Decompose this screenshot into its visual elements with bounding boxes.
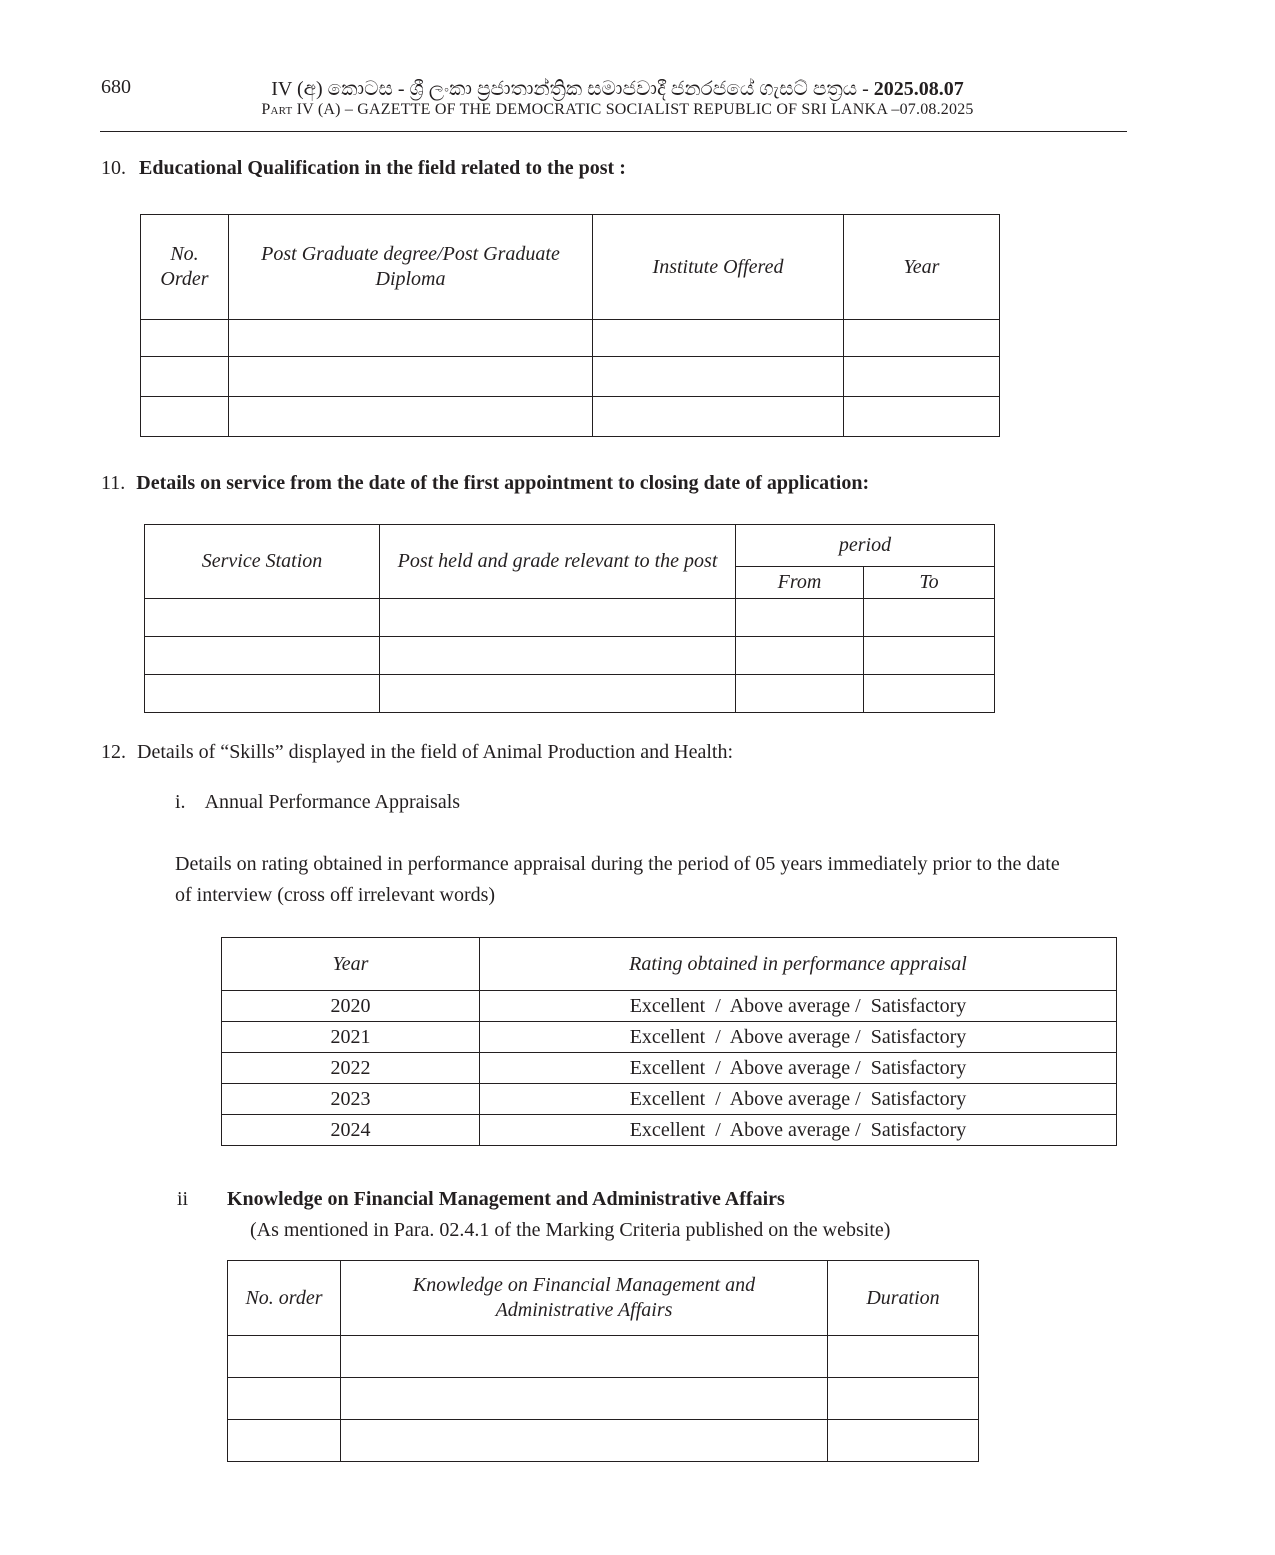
empty-cell[interactable]	[828, 1420, 979, 1462]
col-institute: Institute Offered	[593, 215, 844, 320]
col-degree: Post Graduate degree/Post Graduate Diploma	[229, 215, 593, 320]
empty-cell[interactable]	[736, 637, 864, 675]
year-cell: 2022	[222, 1053, 480, 1084]
table-row	[222, 1053, 1117, 1084]
year-cell: 2020	[222, 991, 480, 1022]
table-row	[141, 320, 1000, 357]
empty-cell[interactable]	[141, 397, 229, 437]
header-divider	[100, 131, 1127, 132]
rating-cell[interactable]: Excellent / Above average / Satisfactory	[480, 1115, 1117, 1146]
table-row	[222, 1022, 1117, 1053]
col-year: Year	[222, 938, 480, 991]
empty-cell[interactable]	[593, 320, 844, 357]
col-rating: Rating obtained in performance appraisal	[480, 938, 1117, 991]
empty-cell[interactable]	[380, 599, 736, 637]
year-cell: 2023	[222, 1084, 480, 1115]
table-row	[141, 397, 1000, 437]
empty-cell[interactable]	[228, 1336, 341, 1378]
empty-cell[interactable]	[341, 1378, 828, 1420]
financial-knowledge-table	[227, 1260, 979, 1462]
empty-cell[interactable]	[864, 675, 995, 713]
section-number: 12.	[101, 741, 126, 763]
section-title: Details of “Skills” displayed in the field of Animal Production and Health:	[137, 741, 733, 763]
col-to: To	[864, 567, 995, 599]
education-table	[140, 214, 1000, 437]
section-title: Educational Qualification in the field related to the post :	[139, 157, 626, 179]
empty-cell[interactable]	[844, 357, 1000, 397]
table-header-row	[228, 1261, 979, 1336]
empty-cell[interactable]	[141, 320, 229, 357]
table-row	[141, 357, 1000, 397]
empty-cell[interactable]	[864, 599, 995, 637]
empty-cell[interactable]	[864, 637, 995, 675]
subsection-title: Knowledge on Financial Management and Administrative Affairs	[227, 1188, 785, 1210]
table-row	[228, 1336, 979, 1378]
rating-cell[interactable]: Excellent / Above average / Satisfactory	[480, 1053, 1117, 1084]
gazette-header-english	[200, 101, 1035, 119]
col-service-station: Service Station	[145, 525, 380, 599]
year-cell: 2024	[222, 1115, 480, 1146]
col-post-held: Post held and grade relevant to the post	[380, 525, 736, 599]
empty-cell[interactable]	[141, 357, 229, 397]
empty-cell[interactable]	[828, 1378, 979, 1420]
col-no-order: No. order	[228, 1261, 341, 1336]
empty-cell[interactable]	[145, 599, 380, 637]
empty-cell[interactable]	[229, 357, 593, 397]
table-header-row	[145, 525, 995, 567]
table-row	[145, 637, 995, 675]
col-from: From	[736, 567, 864, 599]
empty-cell[interactable]	[736, 675, 864, 713]
page-number: 680	[101, 76, 131, 98]
table-header-row	[222, 938, 1117, 991]
empty-cell[interactable]	[229, 397, 593, 437]
subsection-ii-heading	[177, 1188, 785, 1211]
empty-cell[interactable]	[228, 1420, 341, 1462]
rating-cell[interactable]: Excellent / Above average / Satisfactory	[480, 991, 1117, 1022]
empty-cell[interactable]	[844, 320, 1000, 357]
empty-cell[interactable]	[145, 637, 380, 675]
table-row	[222, 991, 1117, 1022]
rating-cell[interactable]: Excellent / Above average / Satisfactory	[480, 1084, 1117, 1115]
col-year: Year	[844, 215, 1000, 320]
empty-cell[interactable]	[380, 637, 736, 675]
table-header-row	[141, 215, 1000, 320]
subsection-number: ii	[177, 1188, 189, 1210]
sinhala-title: IV (අ) කොටස - ශ්‍රී ලංකා ප්‍රජාතාන්ත්‍රික සමාජවාදී ජනරජයේ ගැසට් පත්‍රය -	[271, 78, 869, 100]
col-no-order: No. Order	[141, 215, 229, 320]
subsection-number: i.	[175, 791, 186, 813]
empty-cell[interactable]	[145, 675, 380, 713]
empty-cell[interactable]	[341, 1420, 828, 1462]
subsection-ii-note: (As mentioned in Para. 02.4.1 of the Marking Criteria published on the website)	[250, 1219, 891, 1241]
section-12-heading	[101, 741, 733, 764]
year-cell: 2021	[222, 1022, 480, 1053]
part-prefix: Part	[261, 101, 293, 118]
table-row	[228, 1378, 979, 1420]
gazette-header-sinhala	[200, 78, 1035, 101]
appraisal-description-line2: of interview (cross off irrelevant words)	[175, 884, 496, 906]
empty-cell[interactable]	[341, 1336, 828, 1378]
section-11-heading	[101, 472, 869, 495]
empty-cell[interactable]	[736, 599, 864, 637]
section-title: Details on service from the date of the first appointment to closing date of application:	[136, 472, 870, 494]
section-number: 11.	[101, 472, 126, 494]
empty-cell[interactable]	[228, 1378, 341, 1420]
col-period: period	[736, 525, 995, 567]
section-10-heading	[101, 157, 626, 180]
empty-cell[interactable]	[828, 1336, 979, 1378]
english-title: IV (A) – GAZETTE OF THE DEMOCRATIC SOCIALIST REPUBLIC OF SRI LANKA –07.08.2025	[292, 101, 974, 118]
empty-cell[interactable]	[380, 675, 736, 713]
rating-cell[interactable]: Excellent / Above average / Satisfactory	[480, 1022, 1117, 1053]
table-row	[145, 675, 995, 713]
subsection-i-heading	[175, 791, 460, 814]
empty-cell[interactable]	[593, 397, 844, 437]
appraisal-table	[221, 937, 1117, 1146]
empty-cell[interactable]	[229, 320, 593, 357]
subsection-title: Annual Performance Appraisals	[204, 791, 461, 813]
empty-cell[interactable]	[593, 357, 844, 397]
appraisal-description-line1: Details on rating obtained in performance appraisal during the period of 05 years immediately prior to the date	[175, 853, 1060, 875]
service-table	[144, 524, 995, 713]
sinhala-date: 2025.08.07	[873, 78, 964, 100]
table-row	[228, 1420, 979, 1462]
col-duration: Duration	[828, 1261, 979, 1336]
table-row	[222, 1084, 1117, 1115]
table-row	[222, 1115, 1117, 1146]
section-number: 10.	[101, 157, 126, 179]
table-row	[145, 599, 995, 637]
empty-cell[interactable]	[844, 397, 1000, 437]
col-knowledge: Knowledge on Financial Management and Administrative Affairs	[341, 1261, 828, 1336]
